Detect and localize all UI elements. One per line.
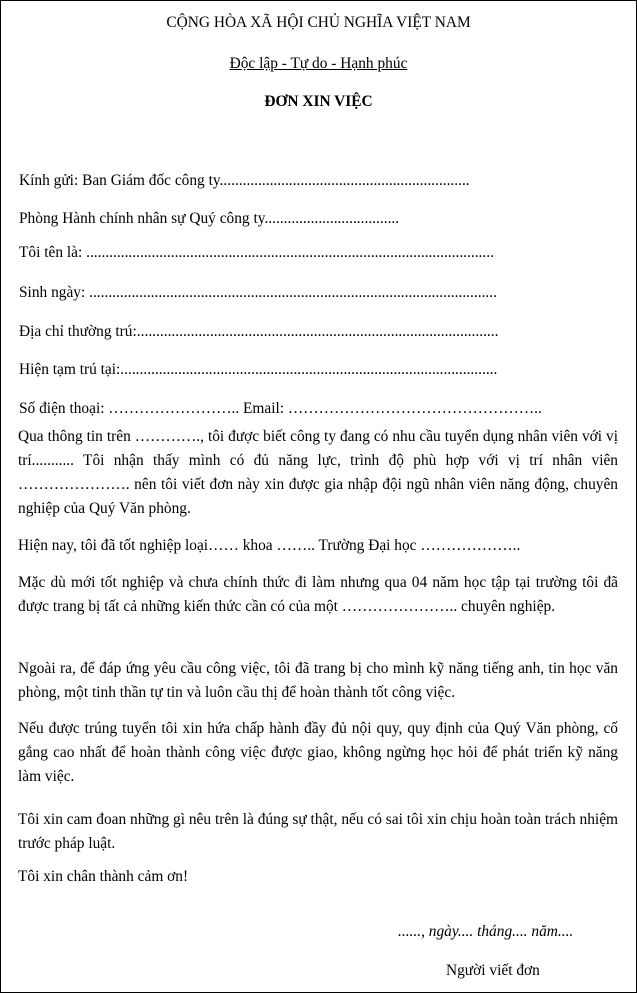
permanent-address-field: Địa chỉ thường trú:.............................................................................................. (19, 323, 499, 340)
body-paragraph-declaration: Tôi xin cam đoan những gì nêu trên là đúng sự thật, nếu có sai tôi xin chịu hoàn toàn trách nhiệm trước pháp luật. (18, 811, 618, 852)
document-title: ĐƠN XIN VIỆC (264, 93, 373, 110)
motto: Độc lập - Tự do - Hạnh phúc (229, 55, 408, 72)
body-paragraph-intro: Qua thông tin trên …………., tôi được biết công ty đang có nhu cầu tuyển dụng nhân viên với vị trí........... Tôi nhận thấy mình có đủ năng lực, trình độ phù hợp với vị trí nhân viên …………………. nên tôi viết đơn này xin được gia nhập đội ngũ nhân viên năng động, chuyên nghiệp của Quý Văn phòng. (18, 428, 618, 517)
body-paragraph-training: Mặc dù mới tốt nghiệp và chưa chính thức đi làm nhưng qua 04 năm học tập tại trường tôi đã được trang bị tất cả những kiến thức cần có của một ………………….. chuyên nghiệp. (18, 574, 618, 615)
date-line: ......, ngày.... tháng.... năm.... (398, 923, 574, 940)
recipient-line: Kính gửi: Ban Giám đốc công ty................................................................. (19, 172, 470, 189)
nation-heading: CỘNG HÒA XÃ HỘI CHỦ NGHĨA VIỆT NAM (166, 14, 471, 31)
temporary-address-field: Hiện tạm trú tại:.................................................................................................. (19, 361, 498, 378)
name-field: Tôi tên là: .......................................................................................................... (19, 244, 494, 261)
body-paragraph-thanks: Tôi xin chân thành cảm ơn! (18, 868, 189, 885)
signer-label: Người viết đơn (446, 962, 540, 979)
body-paragraph-skills: Ngoài ra, để đáp ứng yêu cầu công việc, tôi đã trang bị cho mình kỹ năng tiếng anh, tin học văn phòng, một tinh thần tự tin và luôn cầu thị để hoàn thành tốt công việc. (18, 660, 618, 701)
body-paragraph-education: Hiện nay, tôi đã tốt nghiệp loại…… khoa …….. Trường Đại học ……………….. (18, 537, 521, 554)
contact-field: Số điện thoại: …………………….. Email: ………………………………………….. (19, 400, 542, 417)
birthdate-field: Sinh ngày: .......................................................................................................... (19, 284, 497, 301)
hr-department-line: Phòng Hành chính nhân sự Quý công ty................................... (19, 210, 400, 227)
body-paragraph-commitment: Nếu được trúng tuyển tôi xin hứa chấp hành đầy đủ nội quy, quy định của Quý Văn phòng, cố gắng cao nhất để hoàn thành công việc được giao, không ngừng học hỏi để phát triển kỹ năng làm việc. (18, 720, 618, 785)
